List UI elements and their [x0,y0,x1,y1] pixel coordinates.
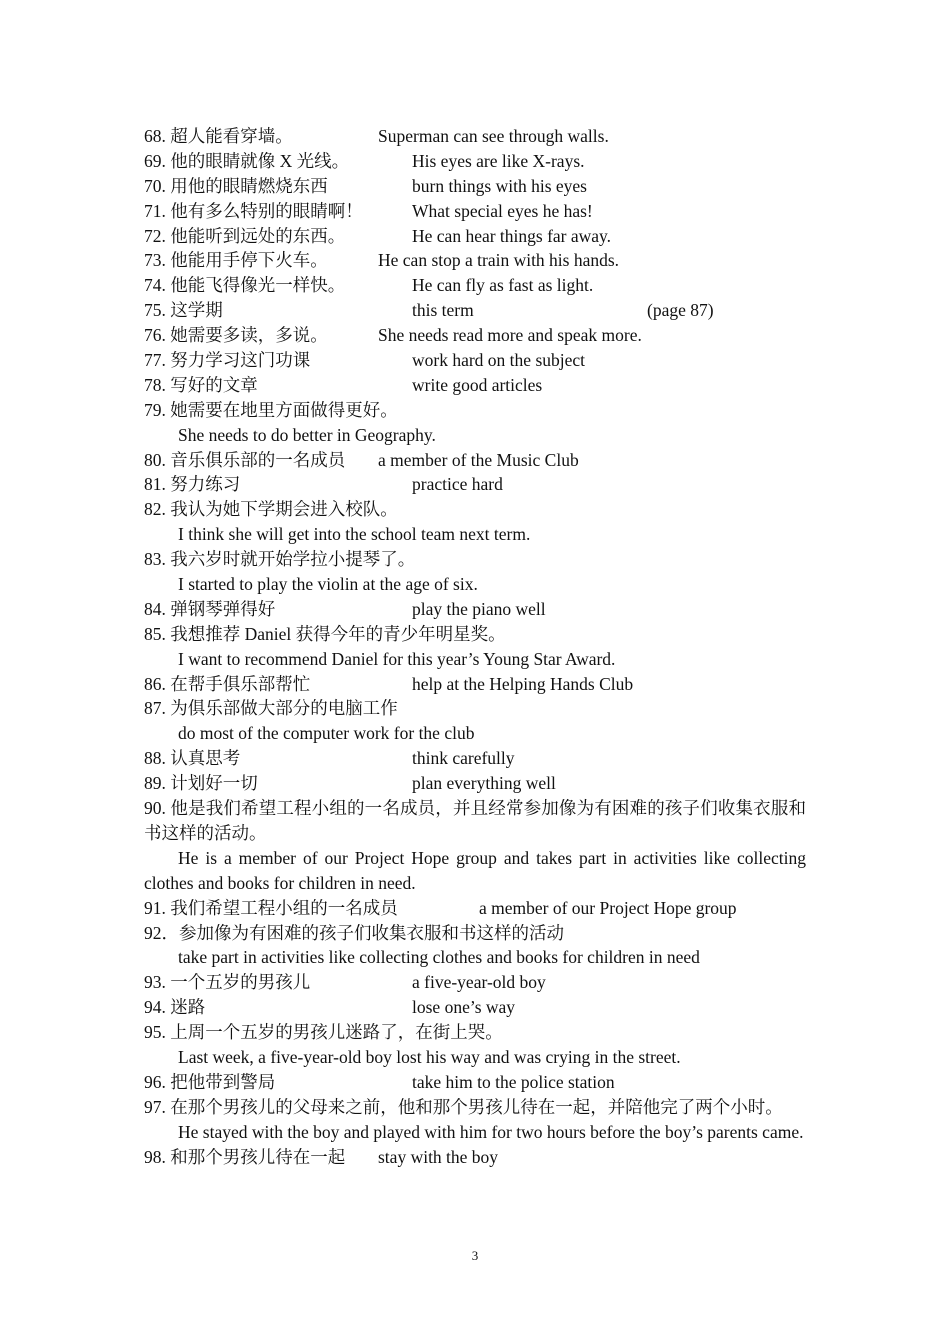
english-phrase: practice hard [412,474,503,495]
chinese-phrase: 71. 他有多么特别的眼睛啊！ [144,200,363,221]
entry-row [144,149,806,174]
entry-row [144,995,806,1020]
chinese-phrase: 88. 认真思考 [144,748,241,769]
chinese-sentence: 83. 我六岁时就开始学拉小提琴了。 [144,549,416,570]
entry-row [144,298,806,323]
english-phrase: He can hear things far away. [412,225,612,246]
entry-row [144,323,806,348]
vocabulary-list [144,124,806,1170]
english-phrase: a member of our Project Hope group [479,897,737,918]
entry-row [144,672,806,697]
page-number: 3 [471,1248,479,1263]
english-phrase: play the piano well [412,598,546,619]
chinese-phrase: 76. 她需要多读，多说。 [144,325,328,346]
chinese-phrase: 86. 在帮手俱乐部帮忙 [144,673,311,694]
english-phrase: plan everything well [412,773,556,794]
chinese-phrase: 70. 用他的眼睛燃烧东西 [144,175,328,196]
english-phrase: a member of the Music Club [378,449,579,470]
english-phrase: She needs read more and speak more. [378,325,642,346]
entry-row [144,174,806,199]
english-paragraph: He stayed with the boy and played with him for two hours before the boy’s parents came. [178,1121,804,1142]
chinese-phrase: 77. 努力学习这门功课 [144,350,311,371]
chinese-phrase: 93. 一个五岁的男孩儿 [144,972,311,993]
english-phrase: He can fly as fast as light. [412,275,594,296]
chinese-sentence: 92．参加像为有困难的孩子们收集衣服和书这样的活动 [144,922,564,943]
entry-row [144,1145,806,1170]
chinese-paragraph: 97. 在那个男孩儿的父母来之前，他和那个男孩儿待在一起，并陪他完了两个小时。 [144,1096,783,1117]
english-phrase: Superman can see through walls. [378,126,609,146]
entry-row [144,199,806,224]
english-sentence: I want to recommend Daniel for this year’s Young Star Award. [178,648,616,669]
english-phrase: think carefully [412,748,515,769]
chinese-paragraph: 90. 他是我们希望工程小组的一名成员，并且经常参加像为有困难的孩子们收集衣服和书这样的活动。 [144,798,806,843]
english-phrase: burn things with his eyes [412,175,587,196]
chinese-phrase: 89. 计划好一切 [144,773,258,794]
english-phrase: What special eyes he has! [412,200,593,221]
chinese-phrase: 72. 他能听到远处的东西。 [144,225,346,246]
entry-row [144,373,806,398]
chinese-sentence: 82. 我认为她下学期会进入校队。 [144,499,398,520]
chinese-sentence: 95. 上周一个五岁的男孩儿迷路了，在街上哭。 [144,1022,503,1043]
chinese-phrase: 75. 这学期 [144,300,223,321]
chinese-sentence: 85. 我想推荐 Daniel 获得今年的青少年明星奖。 [144,623,506,644]
chinese-phrase: 69. 他的眼睛就像 X 光线。 [144,150,350,171]
entry-row [144,448,806,473]
english-phrase: He can stop a train with his hands. [378,250,620,271]
english-phrase: stay with the boy [378,1146,499,1167]
english-phrase: His eyes are like X-rays. [412,150,585,171]
english-sentence: I started to play the violin at the age of six. [178,574,478,595]
english-phrase: take him to the police station [412,1071,615,1092]
entry-row [144,597,806,622]
chinese-sentence: 87. 为俱乐部做大部分的电脑工作 [144,698,398,719]
english-paragraph: He is a member of our Project Hope group and takes part in activities like collecting clothes and books for children in need. [144,847,806,893]
english-sentence: Last week, a five-year-old boy lost his way and was crying in the street. [178,1047,681,1068]
chinese-phrase: 78. 写好的文章 [144,374,258,395]
chinese-phrase: 80. 音乐俱乐部的一名成员 [144,449,346,470]
english-sentence: do most of the computer work for the club [178,723,475,744]
chinese-phrase: 81. 努力练习 [144,474,241,495]
entry-row [144,224,806,249]
english-phrase: write good articles [412,374,543,395]
english-sentence: take part in activities like collecting clothes and books for children in need [178,947,700,968]
entry-row [144,746,806,771]
english-phrase: work hard on the subject [412,350,586,371]
chinese-phrase: 91. 我们希望工程小组的一名成员 [144,897,398,918]
chinese-phrase: 94. 迷路 [144,997,206,1018]
entry-row [144,771,806,796]
chinese-phrase: 98. 和那个男孩儿待在一起 [144,1146,346,1167]
entry-row [144,348,806,373]
chinese-phrase: 84. 弹钢琴弹得好 [144,598,276,619]
chinese-phrase: 68. 超人能看穿墙。 [144,126,293,146]
english-sentence: She needs to do better in Geography. [178,424,436,445]
entry-row [144,124,806,149]
english-phrase: this term [412,300,474,321]
chinese-phrase: 74. 他能飞得像光一样快。 [144,275,346,296]
english-phrase: lose one’s way [412,997,516,1018]
english-sentence: I think she will get into the school team next term. [178,524,531,545]
chinese-sentence: 79. 她需要在地里方面做得更好。 [144,399,398,420]
entry-row [144,1070,806,1095]
entry-row [144,896,806,921]
entry-row [144,472,806,497]
english-phrase: help at the Helping Hands Club [412,673,634,694]
chinese-phrase: 96. 把他带到警局 [144,1071,276,1092]
entry-row [144,970,806,995]
entry-row [144,273,806,298]
chinese-phrase: 73. 他能用手停下火车。 [144,250,328,271]
english-phrase: a five-year-old boy [412,972,546,993]
entry-row [144,248,806,273]
page-reference: (page 87) [647,300,714,321]
